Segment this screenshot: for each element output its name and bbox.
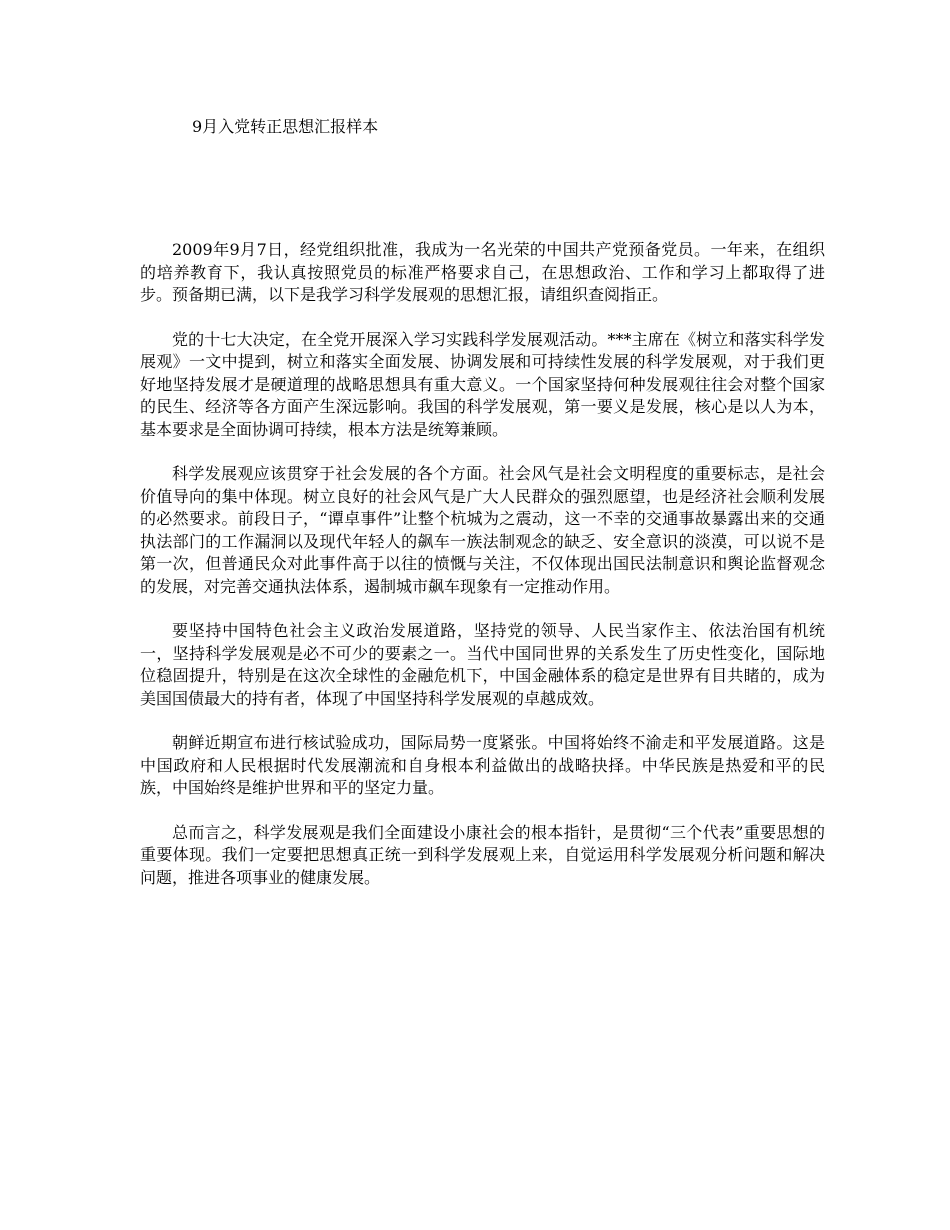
paragraph: 科学发展观应该贯穿于社会发展的各个方面。社会风气是社会文明程度的重要标志，是社会价值导向的集中体现。树立良好的社会风气是广大人民群众的强烈愿望，也是经济社会顺利发展的必然要求。前段日子，“谭卓事件”让整个杭城为之震动，这一不幸的交通事故暴露出来的交通执法部门的工作漏洞以及现代年轻人的飙车一族法制观念的缺乏、安全意识的淡漠，可以说不是第一次，但普通民众对此事件高于以往的愤慨与关注，不仅体现出国民法制意识和舆论监督观念的发展，对完善交通执法体系，遏制城市飙车现象有一定推动作用。 xyxy=(140,464,825,596)
paragraph: 朝鲜近期宣布进行核试验成功，国际局势一度紧张。中国将始终不渝走和平发展道路。这是中国政府和人民根据时代发展潮流和自身根本利益做出的战略抉择。中华民族是热爱和平的民族，中国始终是维护世界和平的坚定力量。 xyxy=(140,733,825,797)
document-title: 9月入党转正思想汇报样本 xyxy=(192,117,379,136)
paragraph: 要坚持中国特色社会主义政治发展道路，坚持党的领导、人民当家作主、依法治国有机统一，坚持科学发展观是必不可少的要素之一。当代中国同世界的关系发生了历史性变化，国际地位稳固提升，特别是在这次全球性的金融危机下，中国金融体系的稳定是世界有目共睹的，成为美国国债最大的持有者，体现了中国坚持科学发展观的卓越成效。 xyxy=(140,621,825,708)
paragraph: 总而言之，科学发展观是我们全面建设小康社会的根本指针，是贯彻“三个代表”重要思想的重要体现。我们一定要把思想真正统一到科学发展观上来，自觉运用科学发展观分析问题和解决问题，推进各项事业的健康发展。 xyxy=(140,822,825,887)
paragraph: 2009年9月7日，经党组织批准，我成为一名光荣的中国共产党预备党员。一年来，在组织的培养教育下，我认真按照党员的标准严格要求自己，在思想政治、工作和学习上都取得了进步。预备期已满，以下是我学习科学发展观的思想汇报，请组织查阅指正。 xyxy=(140,240,825,304)
paragraph: 党的十七大决定，在全党开展深入学习实践科学发展观活动。***主席在《树立和落实科学发展观》一文中提到，树立和落实全面发展、协调发展和可持续性发展的科学发展观，对于我们更好地坚持发展才是硬道理的战略思想具有重大意义。一个国家坚持何种发展观往往会对整个国家的民生、经济等各方面产生深远影响。我国的科学发展观，第一要义是发展，核心是以人为本，基本要求是全面协调可持续，根本方法是统筹兼顾。 xyxy=(140,329,825,439)
document-body xyxy=(140,239,825,911)
